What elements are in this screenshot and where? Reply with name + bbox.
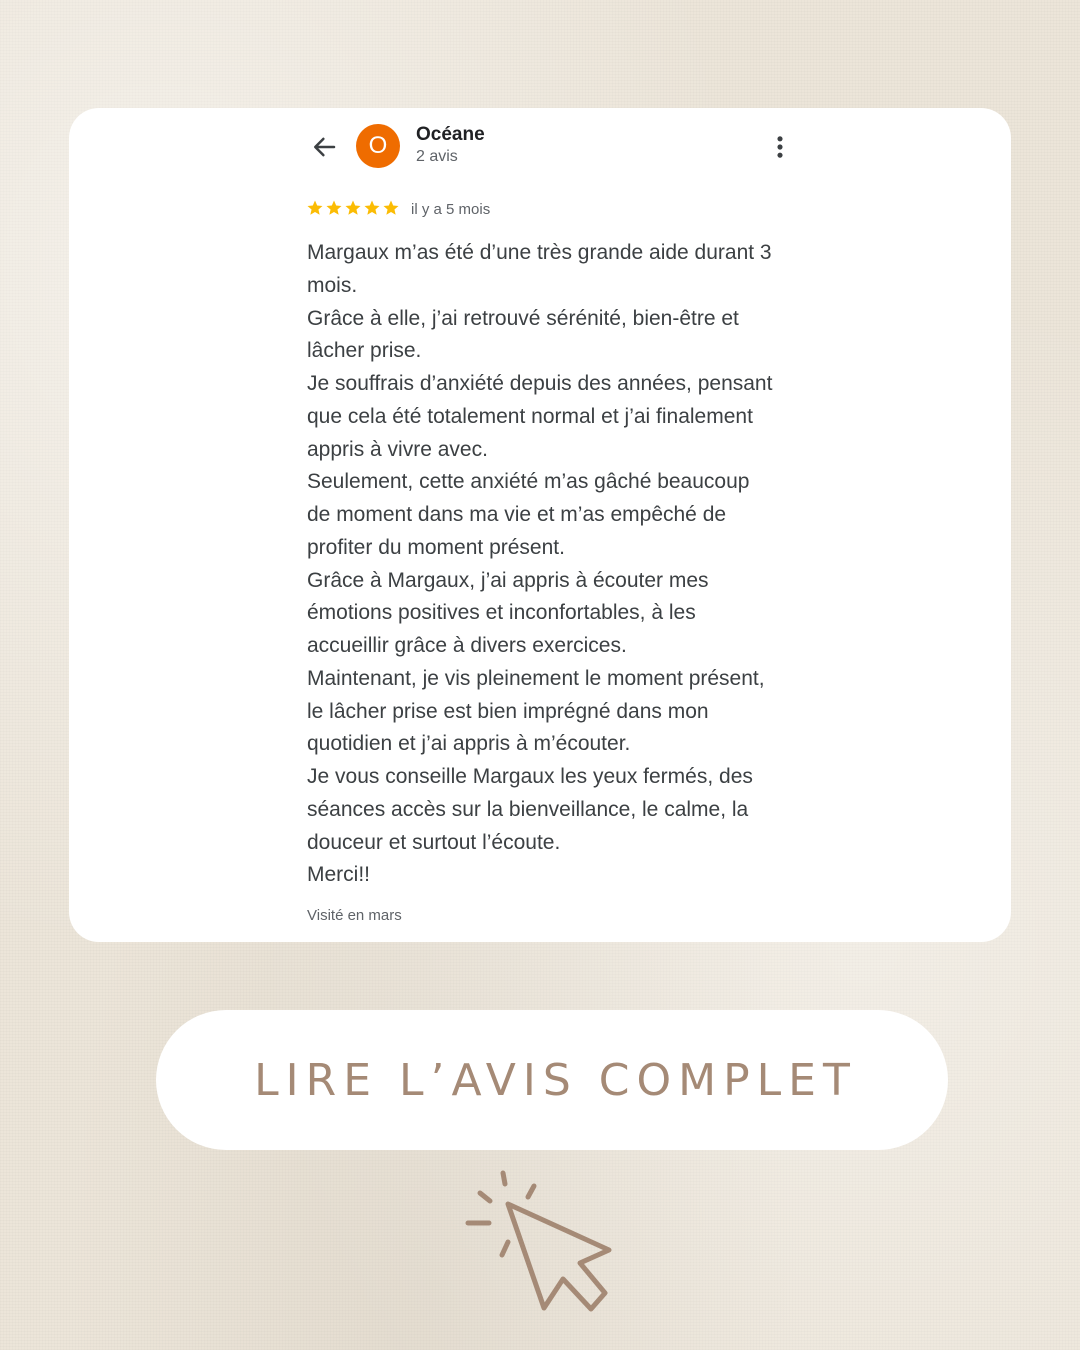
- review-text: [307, 237, 807, 892]
- review-text-line: lâcher prise.: [307, 339, 422, 363]
- star-icon: [363, 198, 381, 218]
- star-icon: [344, 198, 362, 218]
- review-text-line: Je souffrais d’anxiété depuis des années, pensant: [307, 372, 773, 395]
- review-text-line: Seulement, cette anxiété m’as gâché beaucoup: [307, 470, 750, 494]
- pointer-click-icon: [462, 1168, 618, 1318]
- arrow-back-icon[interactable]: [309, 132, 339, 162]
- review-text-line: mois.: [307, 273, 358, 297]
- avatar[interactable]: O: [356, 124, 400, 168]
- review-text-line: profiter du moment présent.: [307, 535, 565, 559]
- star-icon: [382, 198, 400, 218]
- review-text-line: que cela été totalement normal et j’ai finalement: [307, 404, 753, 428]
- review-text-line: séances accès sur la bienveillance, le calme, la: [307, 797, 749, 821]
- review-text-line: Maintenant, je vis pleinement le moment présent,: [307, 666, 765, 690]
- review-text-line: Grâce à Margaux, j’ai appris à écouter mes: [307, 568, 709, 592]
- more-vertical-icon[interactable]: [766, 132, 794, 162]
- read-full-review-label: LIRE L’AVIS COMPLET: [254, 1054, 857, 1106]
- review-text-line: douceur et surtout l’écoute.: [307, 830, 561, 854]
- star-rating: [306, 198, 400, 222]
- review-text-line: Je vous conseille Margaux les yeux fermés, des: [307, 765, 753, 788]
- visit-date: Visité en mars: [307, 907, 402, 924]
- star-icon: [325, 198, 343, 218]
- review-text-line: Grâce à elle, j’ai retrouvé sérénité, bien-être et: [307, 306, 739, 330]
- read-full-review-button[interactable]: [156, 1010, 948, 1150]
- review-text-line: de moment dans ma vie et m’as empêché de: [307, 503, 727, 526]
- review-text-line: le lâcher prise est bien imprégné dans mon: [307, 699, 709, 723]
- reviewer-name[interactable]: Océane: [416, 124, 485, 145]
- review-card: [69, 108, 1011, 942]
- review-text-line: Merci!!: [307, 863, 370, 887]
- review-text-line: quotidien et j’ai appris à m’écouter.: [307, 732, 631, 756]
- review-text-line: émotions positives et inconfortables, à les: [307, 601, 696, 625]
- review-text-line: appris à vivre avec.: [307, 437, 488, 461]
- review-text-line: Margaux m’as été d’une très grande aide durant 3: [307, 241, 772, 264]
- review-age: il y a 5 mois: [411, 201, 491, 218]
- reviewer-review-count: 2 avis: [416, 148, 458, 165]
- star-icon: [306, 198, 324, 218]
- review-text-line: accueillir grâce à divers exercices.: [307, 634, 627, 657]
